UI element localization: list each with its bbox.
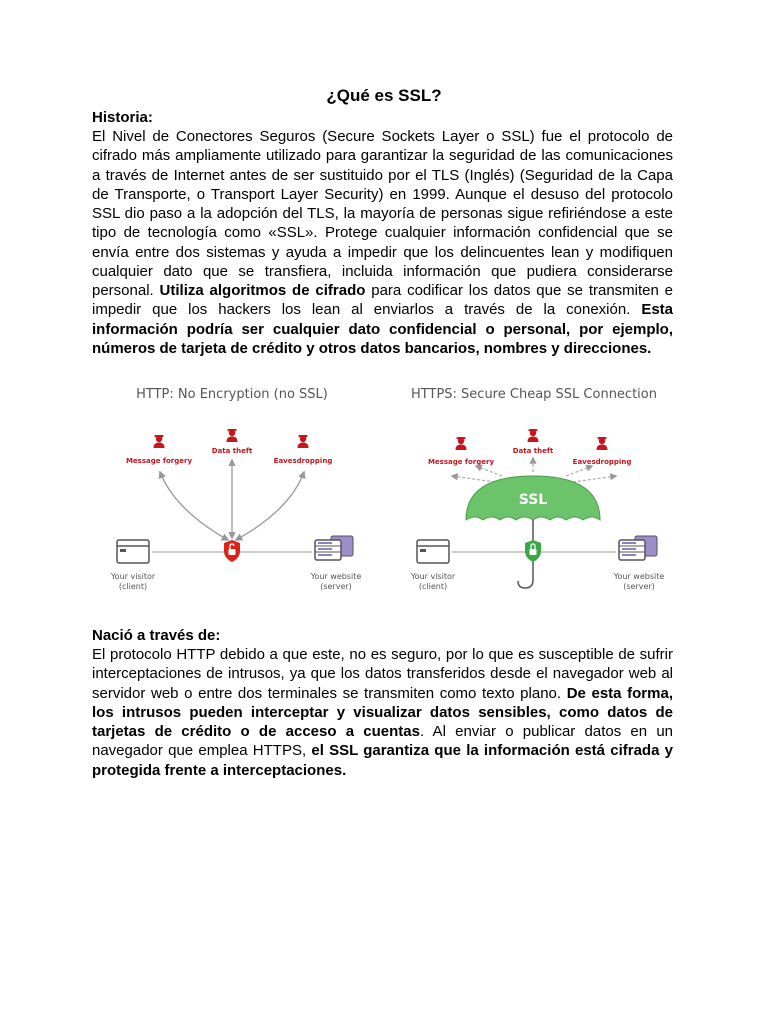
paragraph-nacio — [92, 645, 673, 780]
attack-arrow-eavesdropping — [236, 472, 304, 540]
server-sublabel: (server) — [320, 582, 352, 591]
threat-icon-data-theft — [528, 429, 539, 442]
threat-label-message-forgery: Message forgery — [427, 458, 495, 466]
client-sublabel: (client) — [418, 582, 448, 591]
threat-icon-message-forgery — [154, 435, 165, 448]
threat-label-eavesdropping: Eavesdropping — [273, 457, 333, 465]
server-icon — [315, 536, 353, 560]
locked-shield-icon — [525, 540, 541, 562]
unlocked-shield-icon — [224, 540, 240, 562]
attack-arrow-forgery — [160, 472, 228, 540]
ssl-umbrella-label: SSL — [518, 492, 548, 508]
threat-label-data-theft: Data theft — [512, 447, 554, 455]
bold-run: Esta información podría ser cualquier dato confidencial o personal, por ejemplo, números de tarjeta de crédito y otros datos bancarios, nombres y direcciones. — [92, 301, 673, 357]
ssl-comparison-figure — [100, 380, 670, 600]
threat-label-message-forgery: Message forgery — [125, 457, 193, 465]
bold-run: De esta forma, los intrusos pueden interceptar y visualizar datos sensibles, como datos de tarjetas de crédito o de acceso a cuentas — [92, 684, 673, 740]
threat-icon-eavesdropping — [298, 435, 309, 448]
https-panel-title: HTTPS: Secure Cheap SSL Connection — [411, 387, 657, 402]
bold-run: Utiliza algoritmos de cifrado — [159, 282, 366, 299]
threat-label-eavesdropping: Eavesdropping — [572, 458, 632, 466]
server-label: Your website — [613, 572, 665, 581]
threat-label-data-theft: Data theft — [211, 447, 253, 455]
paragraph-historia — [92, 127, 673, 358]
client-label: Your visitor — [110, 572, 156, 581]
threat-icon-message-forgery — [456, 437, 467, 450]
server-icon — [619, 536, 657, 560]
client-label: Your visitor — [410, 572, 456, 581]
threat-icon-data-theft — [227, 429, 238, 442]
client-icon — [117, 540, 149, 563]
deflected-arrow — [452, 476, 495, 482]
ssl-diagram — [100, 380, 670, 600]
text-run: para codificar los datos que se transmiten e impedir que los hackers los lean al enviarlos a través de la conexión. — [92, 282, 674, 319]
section-heading-nacio: Nació a través de: — [92, 627, 221, 644]
server-label: Your website — [310, 572, 362, 581]
bold-run: el SSL garantiza que la información está cifrada y protegida frente a interceptaciones. — [92, 742, 673, 779]
text-run: El Nivel de Conectores Seguros (Secure Sockets Layer o SSL) fue el protocolo de cifrado más ampliamente utilizado para garantizar la seguridad de las comunicaciones a través de Internet antes de ser sustituido por el TLS (Inglés) (Seguridad de la Capa de Transporte, o Transport Layer Security) en 1999. Aunque el desuso del protocolo SSL dio paso a la adopción del TLS, la mayoría de personas sigue refiriéndose a este tipo de tecnología como «SSL». Protege cualquier información confidencial que se envía entre dos sistemas y ayuda a impedir que los delincuentes lean y modifiquen cualquier dato que se transfiera, incluida información que pudiera considerarse personal. — [92, 128, 673, 299]
deflected-arrow — [476, 466, 502, 476]
threat-icon-eavesdropping — [597, 437, 608, 450]
http-panel-title: HTTP: No Encryption (no SSL) — [136, 387, 328, 402]
text-run: El protocolo HTTP debido a que este, no es seguro, por lo que es susceptible de sufrir interceptaciones de intrusos, ya que los datos transferidos desde el navegador web al servidor web o entre dos terminales se transmiten como texto plano. — [92, 646, 673, 702]
client-icon — [417, 540, 449, 563]
client-sublabel: (client) — [118, 582, 148, 591]
deflected-arrow — [566, 466, 592, 476]
section-heading-historia: Historia: — [92, 109, 153, 126]
deflected-arrow — [573, 476, 616, 482]
server-sublabel: (server) — [623, 582, 655, 591]
text-run: . Al enviar o publicar datos en un navegador que emplea HTTPS, — [92, 723, 674, 760]
page-title: ¿Qué es SSL? — [326, 86, 442, 105]
